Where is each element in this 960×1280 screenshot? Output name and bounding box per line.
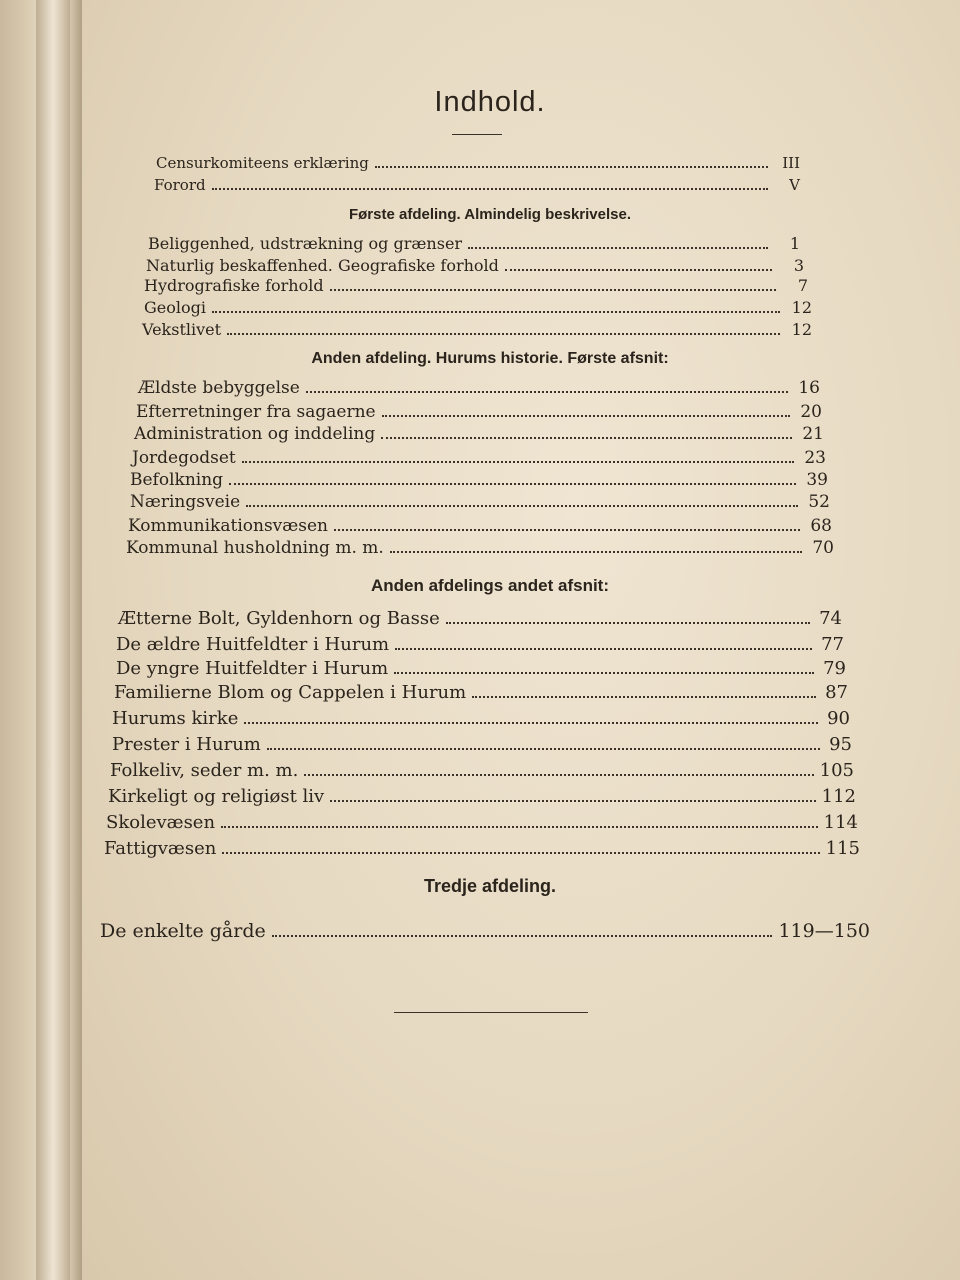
dot-leader bbox=[246, 505, 798, 507]
toc-entry bbox=[132, 448, 826, 468]
entry-title: Jordegodset bbox=[132, 448, 236, 468]
entry-page-number: 20 bbox=[800, 402, 822, 422]
entry-title: Hurums kirke bbox=[112, 708, 239, 729]
dot-leader bbox=[330, 289, 776, 291]
section-heading-first: Første afdeling. Almindelig beskrivelse. bbox=[348, 206, 632, 223]
entry-page-number: 70 bbox=[812, 538, 834, 558]
dot-leader bbox=[227, 333, 780, 335]
entry-title: Ætterne Bolt, Gyldenhorn og Basse bbox=[118, 608, 440, 629]
entry-page-number: 23 bbox=[804, 448, 826, 468]
entry-page-number: 77 bbox=[821, 634, 844, 655]
dot-leader bbox=[244, 722, 818, 724]
dot-leader bbox=[242, 461, 794, 463]
entry-title: Naturlig beskaffenhed. Geografiske forhold bbox=[146, 256, 499, 275]
entry-page-number: 52 bbox=[808, 492, 830, 512]
toc-entry bbox=[142, 320, 812, 340]
entry-page-number: 68 bbox=[810, 516, 832, 536]
entry-page-number: III bbox=[782, 154, 800, 172]
toc-entry bbox=[138, 378, 820, 398]
toc-entry-front-matter bbox=[156, 154, 800, 173]
closing-rule bbox=[394, 1012, 588, 1013]
toc-entry bbox=[148, 234, 800, 254]
toc-entry bbox=[110, 760, 854, 781]
dot-leader bbox=[382, 415, 790, 417]
dot-leader bbox=[267, 748, 820, 750]
entry-title: Forord bbox=[154, 176, 206, 194]
entry-title: Prester i Hurum bbox=[112, 734, 261, 755]
entry-title: Familierne Blom og Cappelen i Hurum bbox=[114, 682, 467, 703]
toc-entry-front-matter bbox=[154, 176, 800, 195]
entry-page-number: 115 bbox=[825, 838, 860, 859]
section-heading-third: Tredje afdeling. bbox=[423, 876, 557, 896]
entry-title: De yngre Huitfeldter i Hurum bbox=[116, 658, 389, 679]
toc-entry bbox=[112, 734, 852, 755]
entry-title: Beliggenhed, udstrækning og grænser bbox=[148, 234, 463, 253]
entry-title: De enkelte gårde bbox=[100, 920, 266, 942]
entry-page-number: V bbox=[789, 176, 800, 194]
toc-entry bbox=[146, 256, 804, 276]
entry-title: Folkeliv, seder m. m. bbox=[110, 760, 299, 781]
toc-entry bbox=[116, 634, 844, 655]
entry-page-number: 79 bbox=[823, 658, 846, 679]
entry-page-number: 12 bbox=[791, 320, 812, 339]
dot-leader bbox=[221, 826, 818, 828]
entry-page-number: 74 bbox=[819, 608, 842, 629]
entry-title: Kirkeligt og religiøst liv bbox=[108, 786, 325, 807]
toc-entry bbox=[116, 658, 846, 679]
entry-title: Kommunal husholdning m. m. bbox=[126, 538, 384, 558]
toc-entry bbox=[126, 538, 834, 558]
entry-page-number: 119—150 bbox=[778, 920, 870, 942]
dot-leader bbox=[306, 391, 788, 393]
toc-entry bbox=[134, 424, 824, 444]
entry-title: Næringsveie bbox=[130, 492, 241, 512]
dot-leader bbox=[395, 648, 812, 650]
title-rule bbox=[452, 134, 502, 135]
entry-title: Hydrografiske forhold bbox=[144, 276, 324, 295]
page-edge bbox=[36, 0, 70, 1280]
toc-entry bbox=[144, 276, 808, 296]
entry-page-number: 112 bbox=[821, 786, 856, 807]
toc-entry bbox=[108, 786, 856, 807]
dot-leader bbox=[212, 188, 768, 190]
entry-title: Efterretninger fra sagaerne bbox=[136, 402, 376, 422]
dot-leader bbox=[272, 935, 773, 937]
toc-entry bbox=[118, 608, 842, 629]
entry-page-number: 95 bbox=[829, 734, 852, 755]
entry-title: Skolevæsen bbox=[106, 812, 216, 833]
entry-title: De ældre Huitfeldter i Hurum bbox=[116, 634, 390, 655]
dot-leader bbox=[375, 166, 768, 168]
dot-leader bbox=[381, 437, 792, 439]
entry-title: Censurkomiteens erklæring bbox=[156, 154, 369, 172]
toc-entry bbox=[112, 708, 850, 729]
dot-leader bbox=[304, 774, 813, 776]
table-of-contents bbox=[100, 0, 880, 1280]
dot-leader bbox=[446, 622, 810, 624]
entry-title: Kommunikationsvæsen bbox=[128, 516, 328, 536]
dot-leader bbox=[229, 483, 796, 485]
entry-page-number: 87 bbox=[825, 682, 848, 703]
dot-leader bbox=[472, 696, 816, 698]
entry-page-number: 21 bbox=[802, 424, 824, 444]
toc-entry bbox=[130, 492, 830, 512]
page-title: Indhold. bbox=[434, 86, 546, 118]
entry-page-number: 1 bbox=[789, 234, 800, 253]
entry-title: Vekstlivet bbox=[142, 320, 222, 339]
dot-leader bbox=[330, 800, 815, 802]
entry-page-number: 7 bbox=[797, 276, 808, 295]
entry-page-number: 16 bbox=[798, 378, 820, 398]
entry-title: Befolkning bbox=[130, 470, 224, 490]
dot-leader bbox=[212, 311, 780, 313]
toc-entry bbox=[104, 838, 860, 859]
entry-page-number: 39 bbox=[806, 470, 828, 490]
entry-page-number: 90 bbox=[827, 708, 850, 729]
toc-entry bbox=[100, 920, 870, 942]
entry-page-number: 12 bbox=[791, 298, 812, 317]
toc-entry bbox=[144, 298, 812, 318]
section-heading-second-part: Anden afdelings andet afsnit: bbox=[370, 576, 610, 595]
entry-page-number: 3 bbox=[793, 256, 804, 275]
toc-entry bbox=[106, 812, 858, 833]
dot-leader bbox=[394, 672, 814, 674]
entry-page-number: 105 bbox=[819, 760, 854, 781]
entry-title: Fattigvæsen bbox=[104, 838, 217, 859]
dot-leader bbox=[505, 269, 772, 271]
dot-leader bbox=[390, 551, 802, 553]
toc-entry bbox=[128, 516, 832, 536]
dot-leader bbox=[468, 247, 768, 249]
entry-title: Administration og inddeling bbox=[134, 424, 376, 444]
dot-leader bbox=[334, 529, 800, 531]
toc-entry bbox=[114, 682, 848, 703]
toc-entry bbox=[136, 402, 822, 422]
entry-title: Geologi bbox=[144, 298, 206, 317]
entry-title: Ældste bebyggelse bbox=[138, 378, 300, 398]
section-heading-second: Anden afdeling. Hurums historie. Første afsnit: bbox=[311, 350, 669, 367]
dot-leader bbox=[222, 852, 819, 854]
toc-entry bbox=[130, 470, 828, 490]
entry-page-number: 114 bbox=[823, 812, 858, 833]
